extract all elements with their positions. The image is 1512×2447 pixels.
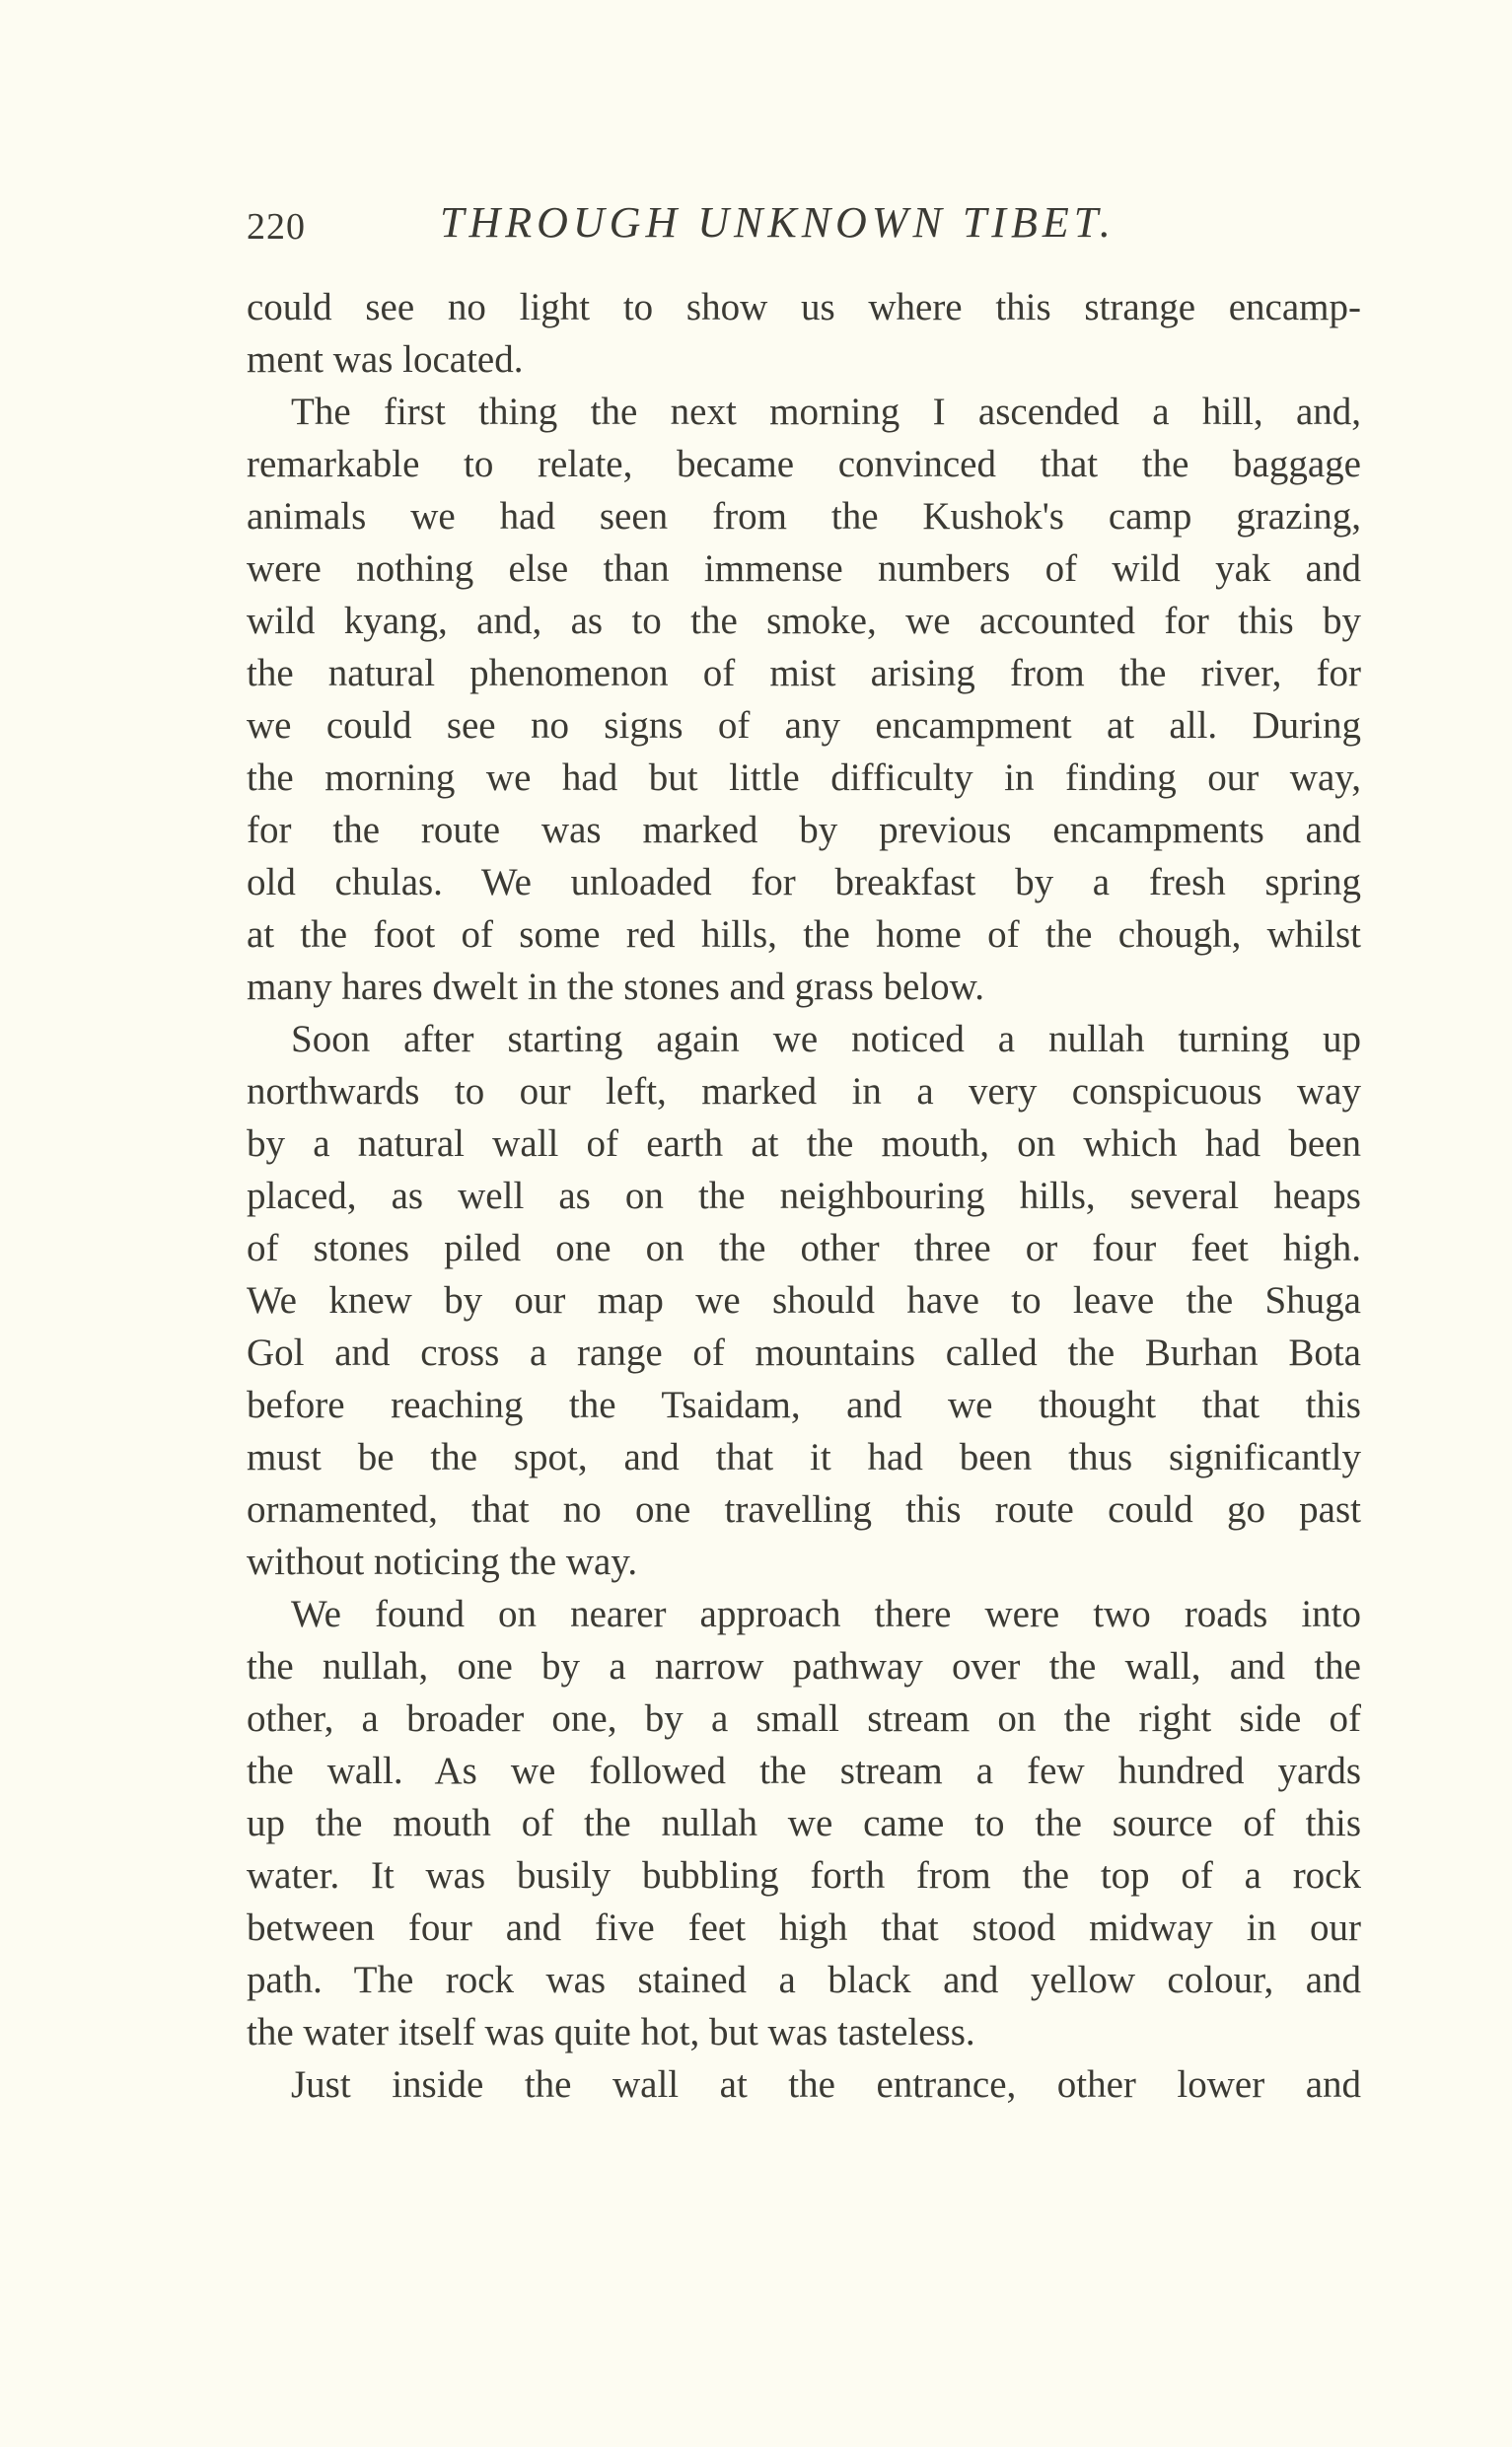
text-line: for the route was marked by previous encampments and (247, 809, 1361, 851)
running-header (247, 197, 1361, 254)
text-line: placed, as well as on the neighbouring hills, several heaps (247, 1175, 1361, 1217)
text-line: must be the spot, and that it had been thus significantly (247, 1436, 1361, 1478)
text-line: by a natural wall of earth at the mouth, on which had been (247, 1122, 1361, 1165)
text-line: between four and five feet high that stood midway in our (247, 1907, 1361, 1949)
paragraph-first-line: Soon after starting again we noticed a nullah turning up (291, 1018, 1361, 1060)
text-line: ornamented, that no one travelling this route could go past (247, 1488, 1361, 1531)
text-line: at the foot of some red hills, the home of the chough, whilst (247, 913, 1361, 956)
text-line: the water itself was quite hot, but was tasteless. (247, 2011, 975, 2053)
running-title: THROUGH UNKNOWN TIBET. (440, 198, 1116, 247)
text-line: wild kyang, and, as to the smoke, we accounted for this by (247, 600, 1361, 642)
text-line: without noticing the way. (247, 1541, 638, 1583)
text-line: the nullah, one by a narrow pathway over the wall, and the (247, 1645, 1361, 1688)
paragraph-first-line: We found on nearer approach there were two roads into (291, 1593, 1361, 1635)
text-line: path. The rock was stained a black and yellow colour, and (247, 1959, 1361, 2001)
text-line: of stones piled one on the other three or four feet high. (247, 1227, 1361, 1269)
text-line: could see no light to show us where this strange encamp- (247, 286, 1361, 328)
body-text (247, 281, 1361, 2111)
text-line: we could see no signs of any encampment at all. During (247, 704, 1361, 747)
text-line: up the mouth of the nullah we came to the source of this (247, 1802, 1361, 1844)
text-line: water. It was busily bubbling forth from the top of a rock (247, 1854, 1361, 1897)
text-line: Gol and cross a range of mountains called the Burhan Bota (247, 1331, 1361, 1374)
text-line: ment was located. (247, 338, 524, 381)
text-line: other, a broader one, by a small stream on the right side of (247, 1697, 1361, 1740)
text-line: remarkable to relate, became convinced that the baggage (247, 443, 1361, 485)
text-line: many hares dwelt in the stones and grass below. (247, 966, 985, 1008)
text-line: animals we had seen from the Kushok's camp grazing, (247, 495, 1361, 538)
text-line: We knew by our map we should have to leave the Shuga (247, 1279, 1361, 1322)
text-line: the wall. As we followed the stream a few hundred yards (247, 1750, 1361, 1792)
text-line: the morning we had but little difficulty in finding our way, (247, 756, 1361, 799)
text-line: the natural phenomenon of mist arising from the river, for (247, 652, 1361, 694)
page-number: 220 (247, 206, 306, 248)
paragraph-first-line: The first thing the next morning I ascended a hill, and, (291, 391, 1361, 433)
text-line: old chulas. We unloaded for breakfast by a fresh spring (247, 861, 1361, 903)
text-line: were nothing else than immense numbers of wild yak and (247, 547, 1361, 590)
text-line: northwards to our left, marked in a very conspicuous way (247, 1070, 1361, 1113)
text-line: before reaching the Tsaidam, and we thought that this (247, 1384, 1361, 1426)
paragraph-first-line: Just inside the wall at the entrance, other lower and (291, 2063, 1361, 2106)
